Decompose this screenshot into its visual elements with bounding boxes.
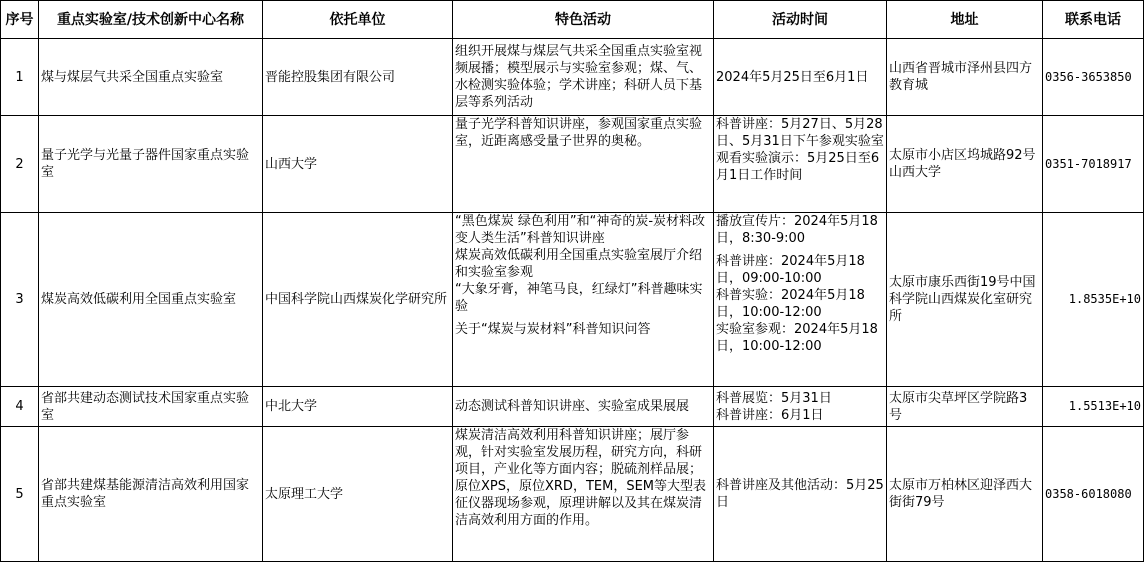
time-line: 科普展览：5月31日 [716, 390, 832, 406]
row-time [714, 213, 887, 387]
header-seq: 序号 [1, 1, 39, 39]
header-phone: 联系电话 [1043, 1, 1144, 39]
row-host: 晋能控股集团有限公司 [263, 39, 453, 116]
row-seq: 4 [1, 387, 39, 427]
time-line: 科普讲座：6月1日 [716, 407, 824, 423]
row-time: 科普讲座：5月27日、5月28日、5月31日下午参观实验室观看实验演示：5月25日至6月1日工作时间 [714, 116, 887, 213]
row-seq: 3 [1, 213, 39, 387]
table-row [1, 387, 1144, 427]
row-address: 太原市康乐西街19号中国科学院山西煤炭化室研究所 [887, 213, 1043, 387]
row-address: 太原市万柏林区迎泽西大街街79号 [887, 427, 1043, 562]
table-row [1, 427, 1144, 562]
row-name: 省部共建煤基能源清洁高效利用国家重点实验室 [39, 427, 263, 562]
activity-line: 关于“煤炭与炭材料”科普知识问答 [455, 322, 651, 337]
row-host: 太原理工大学 [263, 427, 453, 562]
table-row [1, 213, 1144, 387]
table-row [1, 116, 1144, 213]
row-seq: 2 [1, 116, 39, 213]
row-phone: 1.5513E+10 [1043, 387, 1144, 427]
header-host: 依托单位 [263, 1, 453, 39]
time-line: 科普讲座：2024年5月18日，09:00-10:00 [716, 254, 865, 286]
row-name: 煤炭高效低碳利用全国重点实验室 [39, 213, 263, 387]
row-activity [453, 213, 714, 387]
row-time: 科普讲座及其他活动：5月25日 [714, 427, 887, 562]
row-phone: 0351-7018917 [1043, 116, 1144, 213]
table-row [1, 39, 1144, 116]
row-time [714, 387, 887, 427]
row-address: 山西省晋城市泽州县四方教育城 [887, 39, 1043, 116]
row-address: 太原市尖草坪区学院路3号 [887, 387, 1043, 427]
time-line: 实验室参观：2024年5月18日，10:00-12:00 [716, 322, 878, 354]
header-name: 重点实验室/技术创新中心名称 [39, 1, 263, 39]
activity-line: “大象牙膏，神笔马良，红绿灯”科普趣味实验 [455, 282, 703, 314]
row-phone: 1.8535E+10 [1043, 213, 1144, 387]
row-activity: 煤炭清洁高效利用科普知识讲座；展厅参观，针对实验室发展历程，研究方向，科研项目，产业化等方面内容；脱硫剂样品展；原位XPS，原位XRD，TEM，SEM等大型表征仪器现场参观，原理讲解以及其在煤炭清洁高效利用方面的作用。 [453, 427, 714, 562]
row-time: 2024年5月25日至6月1日 [714, 39, 887, 116]
row-activity: 量子光学科普知识讲座，参观国家重点实验室，近距离感受量子世界的奥秘。 [453, 116, 714, 213]
row-host: 山西大学 [263, 116, 453, 213]
row-name: 煤与煤层气共采全国重点实验室 [39, 39, 263, 116]
header-time: 活动时间 [714, 1, 887, 39]
header-activity: 特色活动 [453, 1, 714, 39]
row-seq: 1 [1, 39, 39, 116]
row-phone: 0358-6018080 [1043, 427, 1144, 562]
header-row [1, 1, 1144, 39]
row-name: 省部共建动态测试技术国家重点实验室 [39, 387, 263, 427]
row-address: 太原市小店区坞城路92号山西大学 [887, 116, 1043, 213]
row-activity: 动态测试科普知识讲座、实验室成果展展 [453, 387, 714, 427]
time-line: 科普实验：2024年5月18日，10:00-12:00 [716, 288, 865, 320]
row-host: 中国科学院山西煤炭化学研究所 [263, 213, 453, 387]
row-name: 量子光学与光量子器件国家重点实验室 [39, 116, 263, 213]
row-phone: 0356-3653850 [1043, 39, 1144, 116]
row-host: 中北大学 [263, 387, 453, 427]
activity-line: 煤炭高效低碳利用全国重点实验室展厅介绍和实验室参观 [455, 248, 703, 280]
header-address: 地址 [887, 1, 1043, 39]
activity-line: “黑色煤炭 绿色利用”和“神奇的炭-炭材料改变人类生活”科普知识讲座 [455, 214, 706, 246]
time-line: 播放宣传片：2024年5月18日，8:30-9:00 [716, 214, 878, 246]
row-activity: 组织开展煤与煤层气共采全国重点实验室视频展播；模型展示与实验室参观；煤、气、水检测实验体验；学术讲座；科研人员下基层等系列活动 [453, 39, 714, 116]
row-seq: 5 [1, 427, 39, 562]
